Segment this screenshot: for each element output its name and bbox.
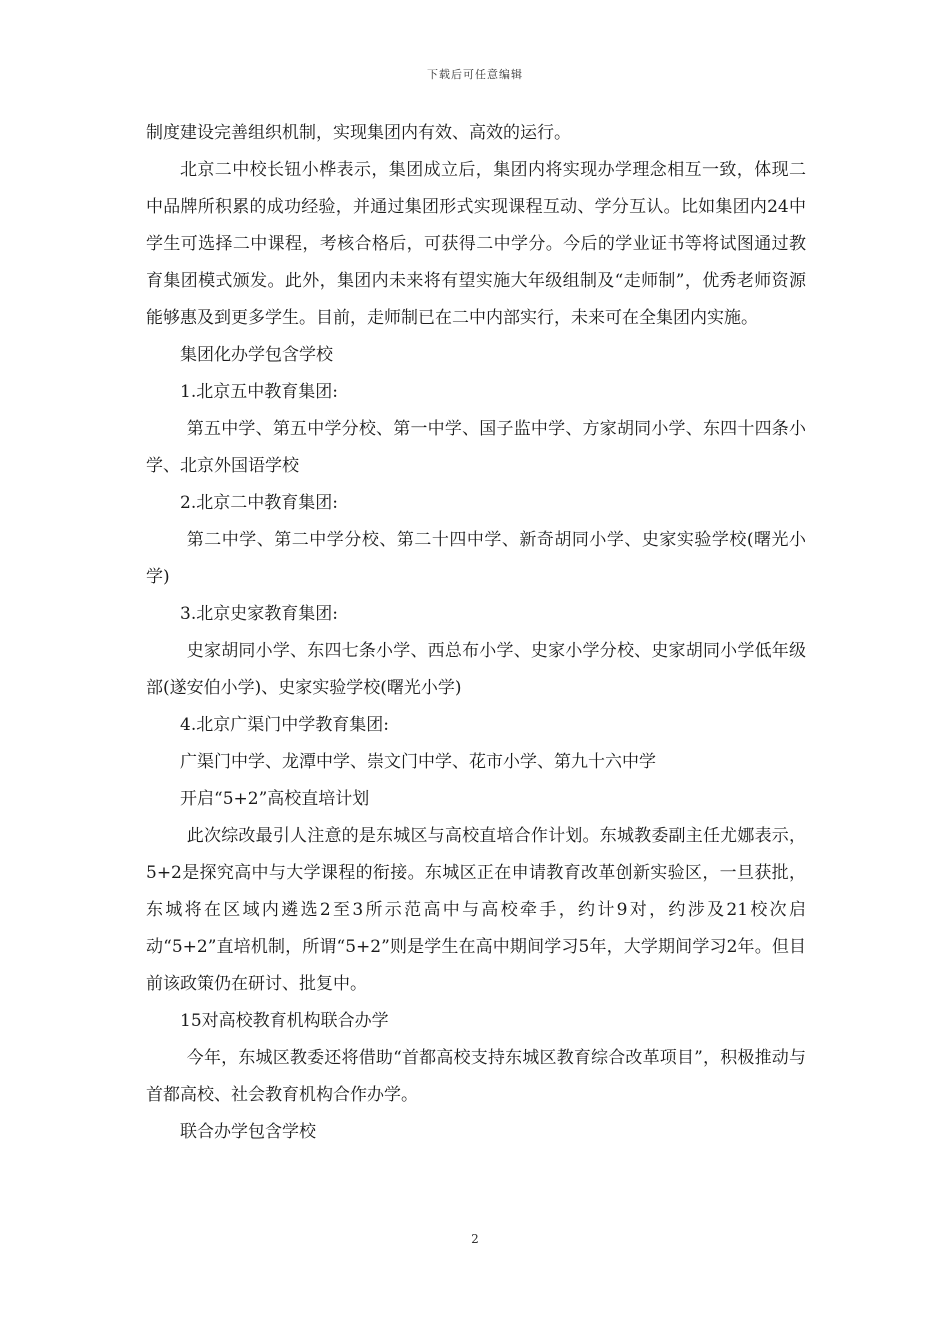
paragraph: 北京二中校长钮小桦表示，集团成立后，集团内将实现办学理念相互一致，体现二中品牌所积累的成功经验，并通过集团形式实现课程互动、学分互认。比如集团内24中学生可选择二中课程，考核合格后，可获得二中学分。今后的学业证书等将试图通过教育集团模式颁发。此外，集团内未来将有望实施大年级组制及“走师制”，优秀老师资源能够惠及到更多学生。目前，走师制已在二中内部实行，未来可在全集团内实施。 — [146, 160, 806, 328]
paragraph: 此次综改最引人注意的是东城区与高校直培合作计划。东城教委副主任尤娜表示，5+2是探究高中与大学课程的衔接。东城区正在申请教育改革创新实验区，一旦获批，东城将在区域内遴选2至3所示范高中与高校牵手，约计9对，约涉及21校次启动“5+2”直培机制，所谓“5+2”则是学生在高中期间学习5年，大学期间学习2年。但目前该政策仍在研讨、批复中。 — [146, 826, 806, 994]
paragraph: 制度建设完善组织机制，实现集团内有效、高效的运行。 — [146, 123, 571, 143]
list-heading: 4.北京广渠门中学教育集团: — [180, 715, 389, 735]
section-heading: 联合办学包含学校 — [180, 1122, 316, 1142]
section-heading: 15对高校教育机构联合办学 — [180, 1011, 389, 1031]
paragraph: 史家胡同小学、东四七条小学、西总布小学、史家小学分校、史家胡同小学低年级部(遂安伯小学)、史家实验学校(曙光小学) — [146, 641, 806, 698]
list-heading: 2.北京二中教育集团: — [180, 493, 338, 513]
section-heading: 集团化办学包含学校 — [180, 345, 333, 365]
page-header: 下载后可任意编辑 — [427, 68, 523, 81]
list-heading: 3.北京史家教育集团: — [180, 604, 338, 624]
paragraph: 第五中学、第五中学分校、第一中学、国子监中学、方家胡同小学、东四十四条小学、北京外国语学校 — [146, 419, 806, 476]
section-heading: 开启“5+2”高校直培计划 — [180, 789, 370, 809]
page-body — [146, 115, 806, 1151]
page-number: 2 — [471, 1232, 479, 1246]
paragraph: 第二中学、第二中学分校、第二十四中学、新奇胡同小学、史家实验学校(曙光小学) — [146, 530, 806, 587]
list-heading: 1.北京五中教育集团: — [180, 382, 338, 402]
paragraph: 今年，东城区教委还将借助“首都高校支持东城区教育综合改革项目”，积极推动与首都高校、社会教育机构合作办学。 — [146, 1048, 806, 1105]
paragraph: 广渠门中学、龙潭中学、崇文门中学、花市小学、第九十六中学 — [180, 752, 656, 772]
